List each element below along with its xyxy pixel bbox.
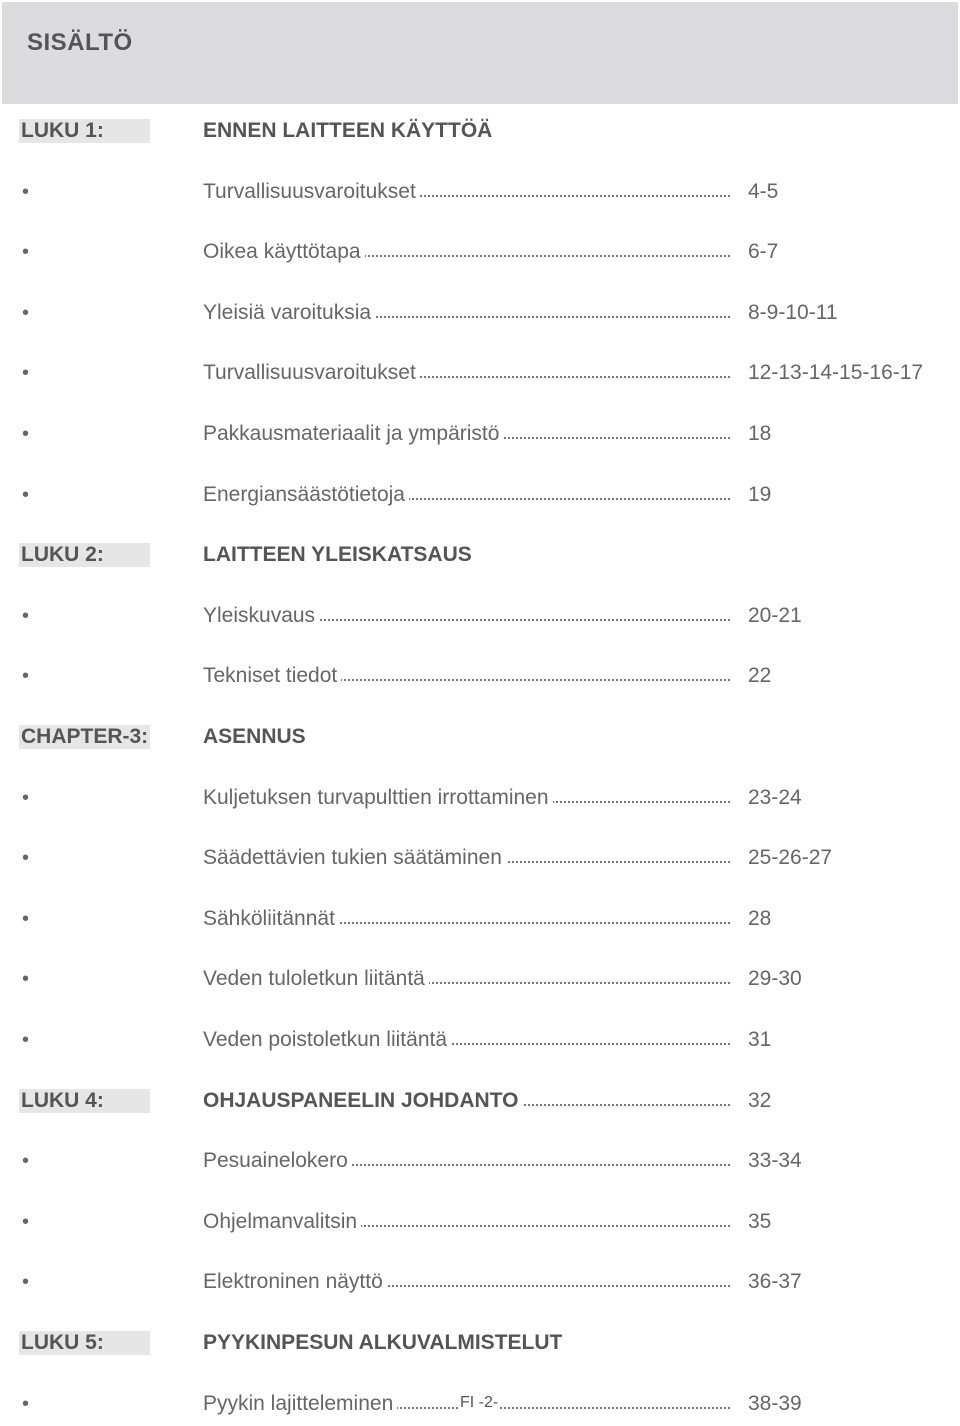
toc-chapter-row[interactable] <box>0 1083 960 1123</box>
page-number: 38-39 <box>748 1392 802 1415</box>
bullet-icon: • <box>22 302 30 324</box>
page-number: 32 <box>748 1089 772 1112</box>
bullet-icon: • <box>22 665 30 687</box>
dot-leader <box>300 922 730 924</box>
dot-leader <box>300 619 730 621</box>
toc-header <box>2 2 958 104</box>
chapter-title[interactable]: ENNEN LAITTEEN KÄYTTÖÄ <box>203 119 496 143</box>
bullet-icon: • <box>22 1211 30 1233</box>
toc-item-title[interactable]: Veden tuloletkun liitäntä <box>203 967 429 991</box>
bullet-icon: • <box>22 787 30 809</box>
toc-item-title[interactable]: Turvallisuusvaroitukset <box>203 361 420 385</box>
chapter-label: LUKU 5: <box>19 1331 150 1355</box>
toc-item-title[interactable]: Sähköliitännät <box>203 907 339 931</box>
bullet-icon: • <box>22 1271 30 1293</box>
chapter-label: LUKU 2: <box>19 543 150 567</box>
toc-item-title[interactable]: Yleiskuvaus <box>203 604 319 628</box>
page-number: 22 <box>748 664 772 687</box>
toc-item-title[interactable]: Energiansäästötietoja <box>203 483 409 507</box>
page-number: 20-21 <box>748 604 802 627</box>
toc-chapter-row[interactable] <box>0 719 960 759</box>
page-number: 19 <box>748 483 772 506</box>
toc-item-title[interactable]: Veden poistoletkun liitäntä <box>203 1028 451 1052</box>
page-number: 25-26-27 <box>748 846 833 869</box>
chapter-title[interactable]: PYYKINPESUN ALKUVALMISTELUT <box>203 1331 566 1355</box>
toc-item-row[interactable] <box>0 295 960 335</box>
page-number: 4-5 <box>748 180 779 203</box>
toc-item-title[interactable]: Tekniset tiedot <box>203 664 341 688</box>
bullet-icon: • <box>22 241 30 263</box>
toc-item-row[interactable] <box>0 598 960 638</box>
chapter-title[interactable]: LAITTEEN YLEISKATSAUS <box>203 543 476 567</box>
page-number: 6-7 <box>748 240 779 263</box>
toc-item-row[interactable] <box>0 961 960 1001</box>
toc-item-title[interactable]: Säädettävien tukien säätäminen <box>203 846 506 870</box>
chapter-label: LUKU 4: <box>19 1089 150 1113</box>
bullet-icon: • <box>22 484 30 506</box>
dot-leader <box>300 1164 730 1166</box>
toc-item-row[interactable] <box>0 1204 960 1244</box>
toc-item-title[interactable]: Pakkausmateriaalit ja ympäristö <box>203 422 503 446</box>
bullet-icon: • <box>22 847 30 869</box>
bullet-icon: • <box>22 605 30 627</box>
bullet-icon: • <box>22 362 30 384</box>
dot-leader <box>300 1225 730 1227</box>
toc-item-row[interactable] <box>0 1143 960 1183</box>
toc-item-title[interactable]: Oikea käyttötapa <box>203 240 365 264</box>
bullet-icon: • <box>22 968 30 990</box>
toc-item-title[interactable]: Kuljetuksen turvapulttien irrottaminen <box>203 786 553 810</box>
toc-item-row[interactable] <box>0 234 960 274</box>
bullet-icon: • <box>22 1393 30 1415</box>
toc-item-row[interactable] <box>0 355 960 395</box>
toc-item-row[interactable] <box>0 840 960 880</box>
toc-item-row[interactable] <box>0 901 960 941</box>
page-number: 35 <box>748 1210 772 1233</box>
toc-item-title[interactable]: Ohjelmanvalitsin <box>203 1210 361 1234</box>
toc-item-row[interactable] <box>0 658 960 698</box>
toc-item-row[interactable] <box>0 1022 960 1062</box>
toc-item-title[interactable]: Pyykin lajitteleminen <box>203 1392 397 1416</box>
dot-leader <box>300 679 730 681</box>
chapter-label: CHAPTER-3: <box>21 725 149 748</box>
bullet-icon: • <box>22 1150 30 1172</box>
chapter-title[interactable]: OHJAUSPANEELIN JOHDANTO <box>203 1089 522 1113</box>
page-number: 31 <box>748 1028 772 1051</box>
toc-item-row[interactable] <box>0 1264 960 1304</box>
page-number-footer: FI -2- <box>460 1394 499 1411</box>
page-number: 23-24 <box>748 786 802 809</box>
toc-item-row[interactable] <box>0 174 960 214</box>
page-number: 36-37 <box>748 1270 802 1293</box>
page-title: SISÄLTÖ <box>27 29 133 56</box>
toc-item-title[interactable]: Turvallisuusvaroitukset <box>203 180 420 204</box>
bullet-icon: • <box>22 908 30 930</box>
toc-chapter-row[interactable] <box>0 537 960 577</box>
page-number: 29-30 <box>748 967 802 990</box>
bullet-icon: • <box>22 1029 30 1051</box>
chapter-label: LUKU 1: <box>19 119 150 143</box>
page-number: 33-34 <box>748 1149 802 1172</box>
toc-item-row[interactable] <box>0 780 960 820</box>
bullet-icon: • <box>22 181 30 203</box>
page-number: 18 <box>748 422 772 445</box>
page-number: 28 <box>748 907 772 930</box>
page-number: 12-13-14-15-16-17 <box>748 361 924 384</box>
toc-chapter-row[interactable] <box>0 113 960 153</box>
toc-item-row[interactable] <box>0 416 960 456</box>
chapter-title[interactable]: ASENNUS <box>203 725 310 749</box>
toc-item-title[interactable]: Yleisiä varoituksia <box>203 301 375 325</box>
toc-item-row[interactable] <box>0 477 960 517</box>
toc-item-title[interactable]: Elektroninen näyttö <box>203 1270 387 1294</box>
bullet-icon: • <box>22 423 30 445</box>
toc-chapter-row[interactable] <box>0 1325 960 1365</box>
page-number: 8-9-10-11 <box>748 301 838 324</box>
toc-item-title[interactable]: Pesuainelokero <box>203 1149 352 1173</box>
